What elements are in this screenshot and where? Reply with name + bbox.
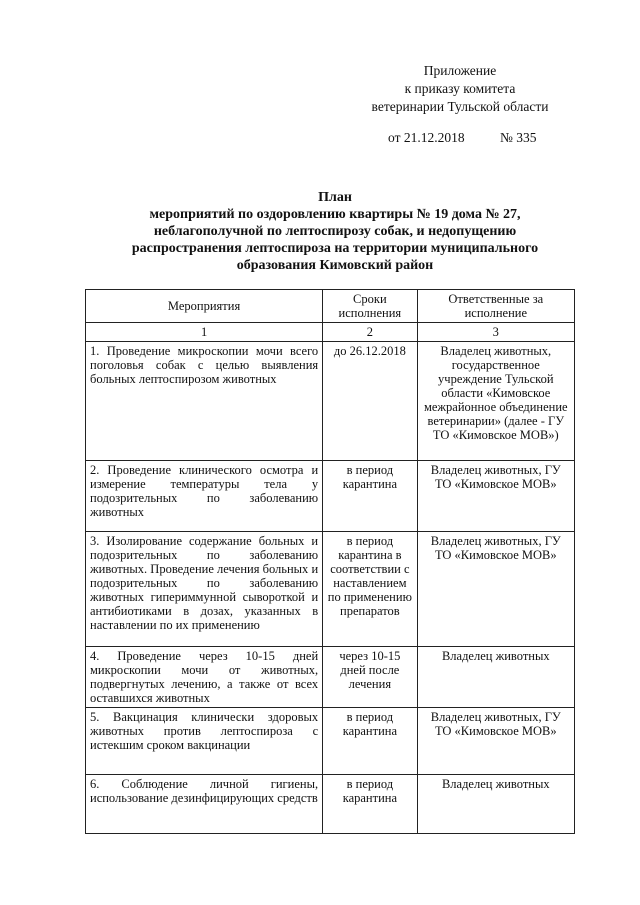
term-cell: через 10-15 дней после лечения bbox=[323, 647, 417, 708]
appendix-order-line: к приказу комитета bbox=[404, 81, 516, 96]
activity-cell: 3. Изолирование содержание больных и подозрительных по заболеванию животных. Проведение лечения больных и подозрительных по заболеванию животных гипериммунной сывороткой и антибиотиками в дозах, указанных в наставлении по их применению bbox=[86, 532, 323, 647]
appendix-block bbox=[330, 62, 590, 116]
title-main: План bbox=[318, 190, 352, 205]
column-number: 2 bbox=[323, 323, 417, 342]
appendix-committee-line: ветеринарии Тульской области bbox=[371, 99, 549, 114]
table-row bbox=[86, 775, 575, 834]
table-row bbox=[86, 647, 575, 708]
activity-cell: 1. Проведение микроскопии мочи всего поголовья собак с целью выявления больных лептоспирозом животных bbox=[86, 342, 323, 461]
term-cell: в период карантина bbox=[323, 708, 417, 775]
header-activities: Мероприятия bbox=[86, 290, 323, 323]
table-row bbox=[86, 708, 575, 775]
activity-cell: 2. Проведение клинического осмотра и измерение температуры тела у подозрительных по заболеванию животных bbox=[86, 461, 323, 532]
term-cell: в период карантина bbox=[323, 775, 417, 834]
term-cell: в период карантина bbox=[323, 461, 417, 532]
table-row bbox=[86, 532, 575, 647]
activity-cell: 5. Вакцинация клинически здоровых животных против лептоспироза с истекшим сроком вакцинации bbox=[86, 708, 323, 775]
title-line-4: образования Кимовский район bbox=[236, 258, 434, 273]
table-header-row bbox=[86, 290, 575, 323]
responsible-cell: Владелец животных bbox=[417, 647, 574, 708]
responsible-cell: Владелец животных, ГУ ТО «Кимовское МОВ» bbox=[417, 461, 574, 532]
column-number: 3 bbox=[417, 323, 574, 342]
order-date: от 21.12.2018 bbox=[388, 130, 465, 145]
term-cell: в период карантина в соответствии с наставлением по применению препаратов bbox=[323, 532, 417, 647]
responsible-cell: Владелец животных, ГУ ТО «Кимовское МОВ» bbox=[417, 532, 574, 647]
title-line-2: неблагополучной по лептоспирозу собак, и недопущению bbox=[153, 224, 517, 239]
table-row bbox=[86, 342, 575, 461]
column-number: 1 bbox=[86, 323, 323, 342]
activity-cell: 4. Проведение через 10-15 дней микроскопии мочи от животных, подвергнутых лечению, а также от всех оставшихся животных bbox=[86, 647, 323, 708]
responsible-cell: Владелец животных, ГУ ТО «Кимовское МОВ» bbox=[417, 708, 574, 775]
activity-cell: 6. Соблюдение личной гигиены, использование дезинфицирующих средств bbox=[86, 775, 323, 834]
column-number-row bbox=[86, 323, 575, 342]
title-line-1: мероприятий по оздоровлению квартиры № 19 дома № 27, bbox=[149, 207, 521, 222]
document-title bbox=[70, 189, 600, 274]
order-reference bbox=[388, 130, 537, 146]
appendix-label: Приложение bbox=[423, 63, 497, 78]
title-line-3: распространения лептоспироза на территории муниципального bbox=[131, 241, 539, 256]
order-number: № 335 bbox=[499, 130, 537, 145]
responsible-cell: Владелец животных bbox=[417, 775, 574, 834]
plan-table bbox=[85, 289, 575, 834]
responsible-cell: Владелец животных, государственное учреждение Тульской области «Кимовское межрайонное объединение ветеринарии» (далее - ГУ ТО «Кимовское МОВ») bbox=[417, 342, 574, 461]
header-terms: Сроки исполнения bbox=[323, 290, 417, 323]
table-row bbox=[86, 461, 575, 532]
header-responsible: Ответственные за исполнение bbox=[417, 290, 574, 323]
term-cell: до 26.12.2018 bbox=[323, 342, 417, 461]
